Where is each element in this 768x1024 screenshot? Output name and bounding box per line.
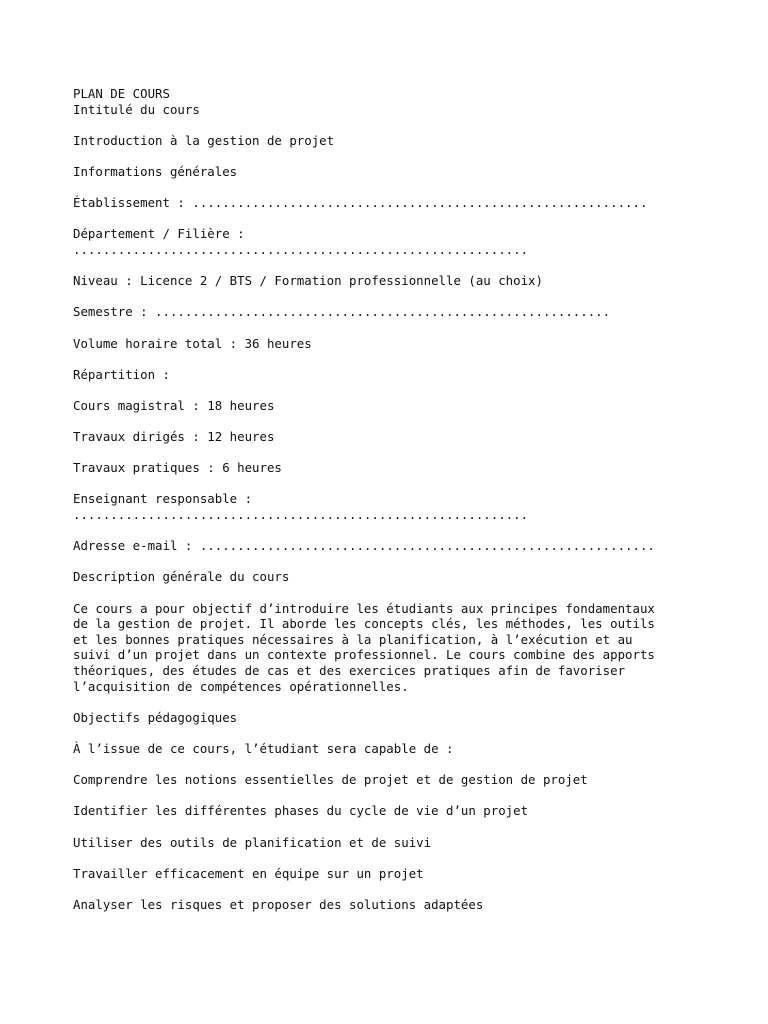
description-paragraph-line: théoriques, des études de cas et des exercices pratiques afin de favoriser bbox=[73, 662, 626, 678]
enseignant-label: Enseignant responsable : bbox=[73, 491, 253, 507]
objectifs-heading: Objectifs pédagogiques bbox=[73, 709, 238, 725]
general-info-heading: Informations générales bbox=[73, 163, 238, 179]
document-header: PLAN DE COURS bbox=[73, 86, 170, 101]
description-paragraph-line: l’acquisition de compétences opérationnelles. bbox=[73, 678, 409, 694]
volume-line: Volume horaire total : 36 heures bbox=[73, 335, 312, 351]
description-heading: Description générale du cours bbox=[73, 569, 290, 585]
description-paragraph-line: de la gestion de projet. Il aborde les concepts clés, les méthodes, les outils bbox=[73, 616, 655, 632]
adresse-line: Adresse e-mail : ............................................................. bbox=[73, 538, 655, 554]
course-title: Introduction à la gestion de projet bbox=[73, 132, 335, 148]
departement-label: Département / Filière : bbox=[73, 226, 245, 242]
repartition-line: Répartition : bbox=[73, 366, 170, 382]
enseignant-dots: ............................................................. bbox=[73, 507, 529, 523]
travaux-diriges-line: Travaux dirigés : 12 heures bbox=[73, 429, 275, 445]
description-paragraph-line: et les bonnes pratiques nécessaires à la planification, à l’exécution et au bbox=[73, 631, 633, 647]
objectif-item: Identifier les différentes phases du cycle de vie d’un projet bbox=[73, 803, 529, 819]
cours-magistral-line: Cours magistral : 18 heures bbox=[73, 397, 275, 413]
document-page bbox=[73, 86, 733, 912]
objectifs-intro: À l’issue de ce cours, l’étudiant sera capable de : bbox=[73, 740, 454, 756]
objectif-item: Utiliser des outils de planification et de suivi bbox=[73, 834, 432, 850]
travaux-pratiques-line: Travaux pratiques : 6 heures bbox=[73, 460, 282, 476]
etablissement-line: Établissement : ............................................................. bbox=[73, 195, 648, 211]
objectif-item: Comprendre les notions essentielles de projet et de gestion de projet bbox=[73, 772, 588, 788]
course-title-label: Intitulé du cours bbox=[73, 101, 200, 117]
description-paragraph-line: suivi d’un projet dans un contexte professionnel. Le cours combine des apports bbox=[73, 647, 655, 663]
objectif-item: Travailler efficacement en équipe sur un projet bbox=[73, 865, 424, 881]
description-paragraph-line: Ce cours a pour objectif d’introduire les étudiants aux principes fondamentaux bbox=[73, 600, 655, 616]
niveau-line: Niveau : Licence 2 / BTS / Formation professionnelle (au choix) bbox=[73, 273, 543, 289]
semestre-line: Semestre : ............................................................. bbox=[73, 304, 611, 320]
objectif-item: Analyser les risques et proposer des solutions adaptées bbox=[73, 896, 484, 912]
departement-dots: ............................................................. bbox=[73, 241, 529, 257]
